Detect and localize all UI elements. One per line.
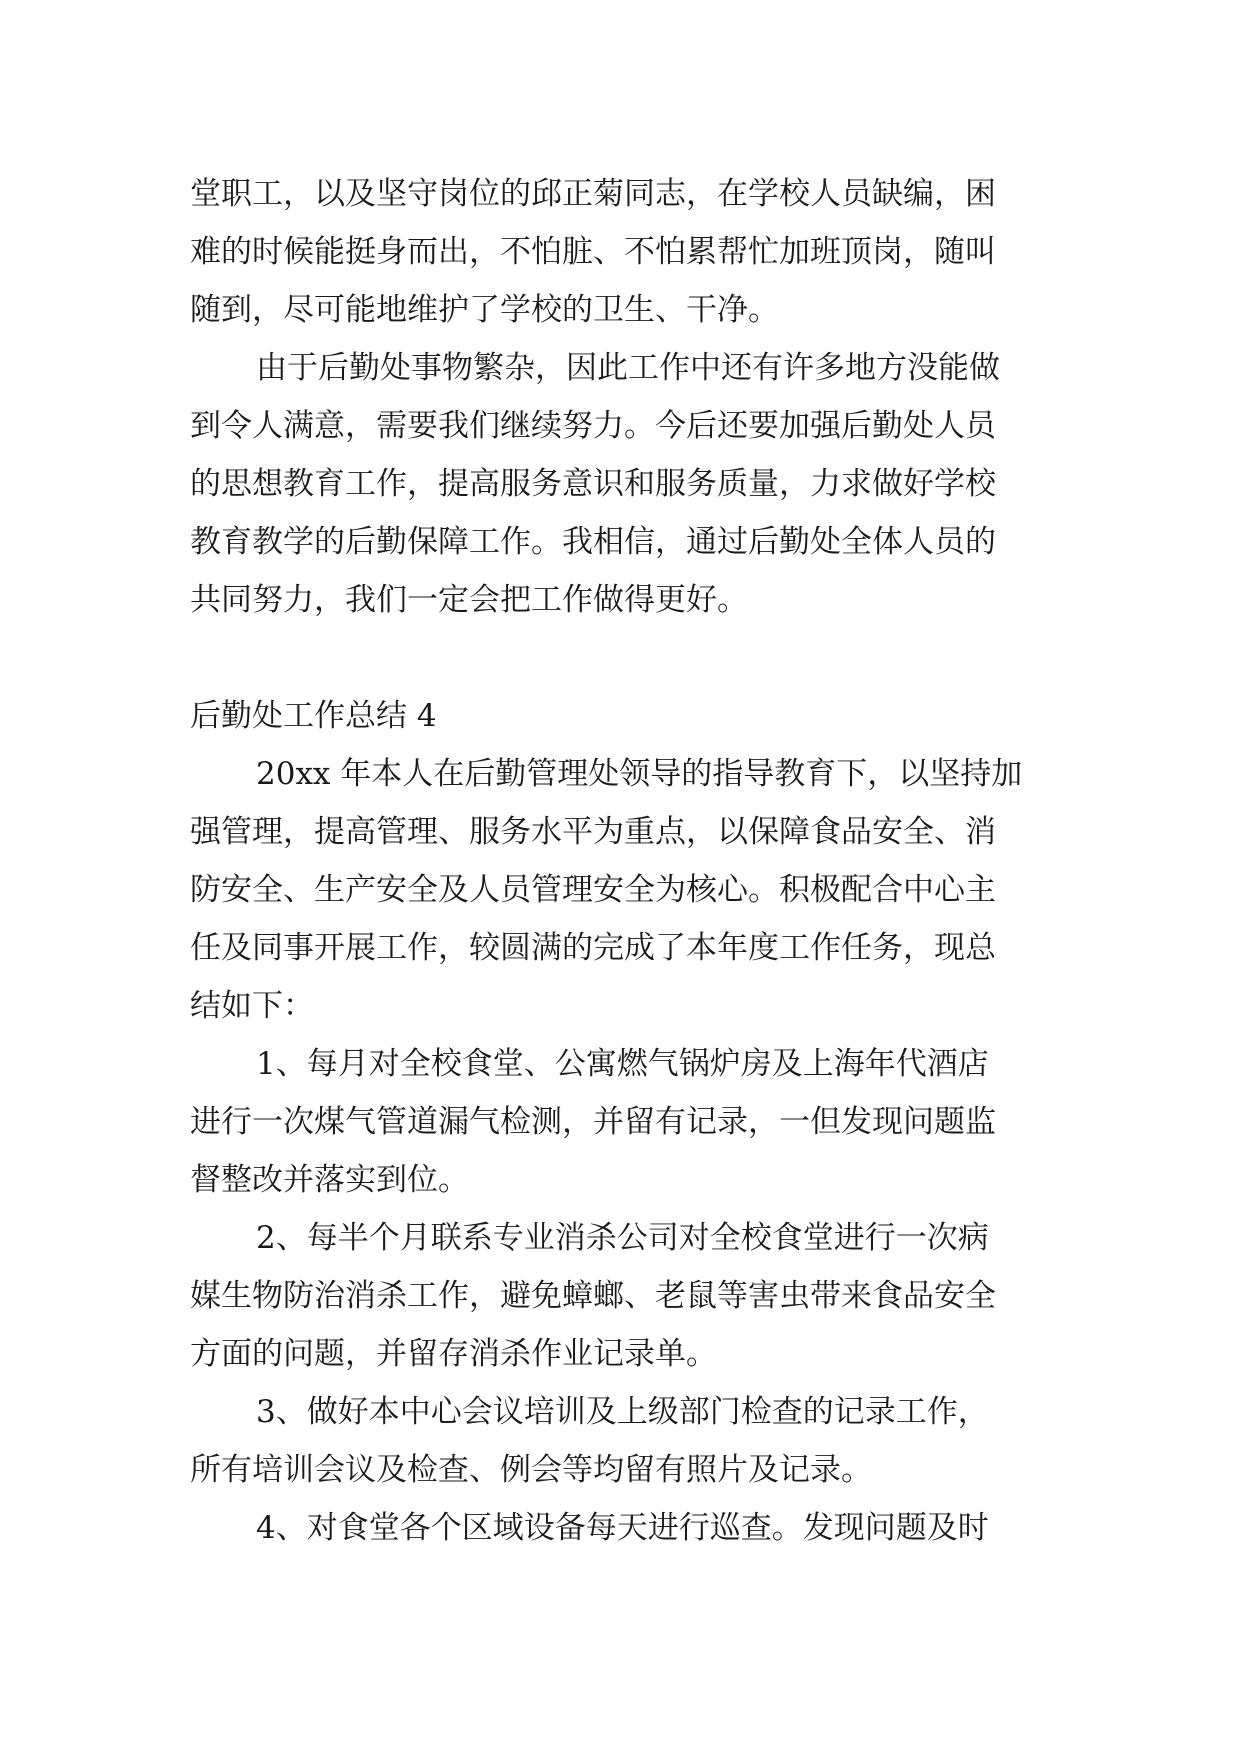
- paragraph-future: [0, 454, 1241, 514]
- text-line: 随到，尽可能地维护了学校的卫生、干净。: [190, 292, 779, 328]
- text-line: 的思想教育工作，提高服务意识和服务质量，力求做好学校: [190, 466, 996, 502]
- text-line: 所有培训会议及检查、例会等均留有照片及记录。: [190, 1452, 872, 1488]
- text-line: 20xx 年本人在后勤管理处领导的指导教育下，以坚持加: [256, 756, 1023, 792]
- text-line: 方面的问题，并留存消杀作业记录单。: [190, 1336, 717, 1372]
- text-line: 共同努力，我们一定会把工作做得更好。: [190, 582, 748, 618]
- list-item-1: [0, 1034, 1241, 1094]
- list-item-4: [0, 1498, 1241, 1558]
- list-item-2: [0, 1208, 1241, 1268]
- text-line: 到令人满意，需要我们继续努力。今后还要加强后勤处人员: [190, 408, 996, 444]
- text-line: 教育教学的后勤保障工作。我相信，通过后勤处全体人员的: [190, 524, 996, 560]
- text-line: 防安全、生产安全及人员管理安全为核心。积极配合中心主: [190, 872, 996, 908]
- paragraph-intro: [0, 860, 1241, 920]
- text-line: 难的时候能挺身而出，不怕脏、不怕累帮忙加班顶岗，随叫: [190, 234, 996, 270]
- paragraph-intro: [0, 744, 1241, 804]
- text-line: 进行一次煤气管道漏气检测，并留有记录，一但发现问题监: [190, 1104, 996, 1140]
- text-line: 任及同事开展工作，较圆满的完成了本年度工作任务，现总: [190, 930, 996, 966]
- list-item-1: [0, 1092, 1241, 1152]
- list-item-3: [0, 1382, 1241, 1442]
- paragraph-intro: [0, 976, 1241, 1036]
- list-item-2: [0, 1266, 1241, 1326]
- text-line: 强管理，提高管理、服务水平为重点，以保障食品安全、消: [190, 814, 996, 850]
- text-line: 4、对食堂各个区域设备每天进行巡查。发现问题及时: [256, 1510, 989, 1546]
- paragraph-continuation: [0, 164, 1241, 224]
- paragraph-future: [0, 396, 1241, 456]
- text-line: 1、每月对全校食堂、公寓燃气锅炉房及上海年代酒店: [256, 1046, 989, 1082]
- text-line: 媒生物防治消杀工作，避免蟑螂、老鼠等害虫带来食品安全: [190, 1278, 996, 1314]
- text-line: 结如下：: [190, 988, 314, 1024]
- paragraph-future: [0, 570, 1241, 630]
- list-item-3: [0, 1440, 1241, 1500]
- paragraph-intro: [0, 918, 1241, 978]
- paragraph-continuation: [0, 280, 1241, 340]
- text-line: 由于后勤处事物繁杂，因此工作中还有许多地方没能做: [256, 350, 1000, 386]
- text-line: 督整改并落实到位。: [190, 1162, 469, 1198]
- paragraph-continuation: [0, 222, 1241, 282]
- text-line: 2、每半个月联系专业消杀公司对全校食堂进行一次病: [256, 1220, 989, 1256]
- text-line: 堂职工，以及坚守岗位的邱正菊同志，在学校人员缺编，困: [190, 176, 996, 212]
- paragraph-future: [0, 338, 1241, 398]
- list-item-1: [0, 1150, 1241, 1210]
- text-line: 3、做好本中心会议培训及上级部门检查的记录工作，: [256, 1394, 989, 1430]
- section-title: [0, 686, 1241, 746]
- paragraph-intro: [0, 802, 1241, 862]
- list-item-2: [0, 1324, 1241, 1384]
- paragraph-future: [0, 512, 1241, 572]
- section-title-text: 后勤处工作总结 4: [190, 698, 437, 734]
